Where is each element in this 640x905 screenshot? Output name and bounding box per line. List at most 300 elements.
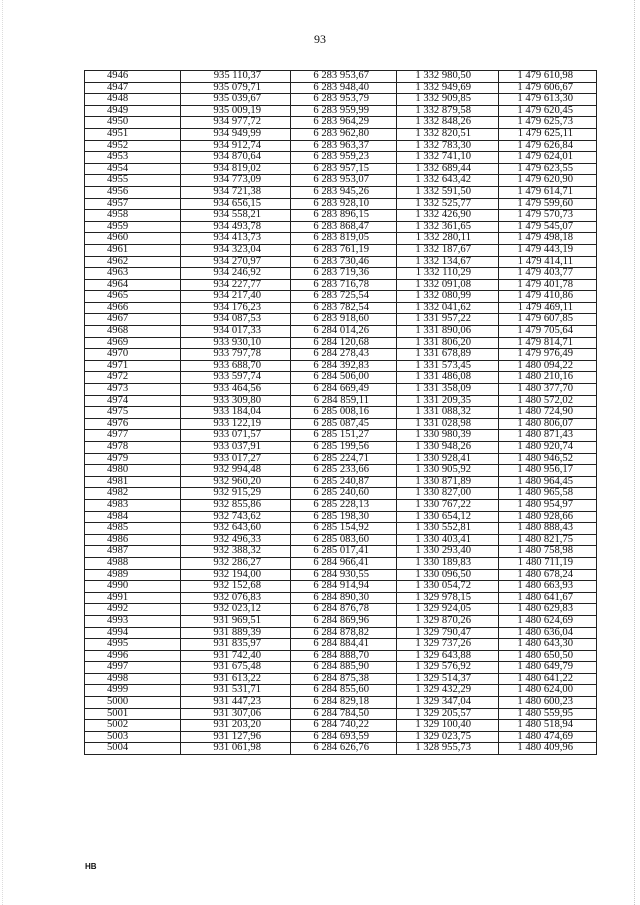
coord-x2-cell: 1 332 783,30 bbox=[397, 140, 499, 152]
table-row bbox=[85, 175, 597, 187]
coord-y2-cell: 1 479 613,30 bbox=[499, 94, 597, 106]
coord-x1-cell: 934 493,78 bbox=[181, 221, 291, 233]
coord-x2-cell: 1 332 041,62 bbox=[397, 302, 499, 314]
table-row bbox=[85, 337, 597, 349]
coord-x2-cell: 1 332 280,11 bbox=[397, 233, 499, 245]
coord-y1-cell: 6 284 885,90 bbox=[291, 662, 397, 674]
coord-x2-cell: 1 330 403,41 bbox=[397, 534, 499, 546]
coord-x2-cell: 1 332 525,77 bbox=[397, 198, 499, 210]
coord-x2-cell: 1 332 949,69 bbox=[397, 82, 499, 94]
table-row bbox=[85, 244, 597, 256]
point-number-cell: 4947 bbox=[85, 82, 181, 94]
point-number-cell: 4968 bbox=[85, 326, 181, 338]
table-row bbox=[85, 511, 597, 523]
coord-y1-cell: 6 283 928,10 bbox=[291, 198, 397, 210]
table-row bbox=[85, 639, 597, 651]
coord-y2-cell: 1 479 570,73 bbox=[499, 210, 597, 222]
coord-y1-cell: 6 284 930,55 bbox=[291, 569, 397, 581]
point-number-cell: 4974 bbox=[85, 395, 181, 407]
coord-x2-cell: 1 332 110,29 bbox=[397, 268, 499, 280]
coord-y1-cell: 6 284 966,41 bbox=[291, 557, 397, 569]
coord-x2-cell: 1 331 890,06 bbox=[397, 326, 499, 338]
coord-y2-cell: 1 480 946,52 bbox=[499, 453, 597, 465]
table-row bbox=[85, 418, 597, 430]
coord-y1-cell: 6 285 240,60 bbox=[291, 488, 397, 500]
point-number-cell: 4955 bbox=[85, 175, 181, 187]
coord-y1-cell: 6 283 945,26 bbox=[291, 186, 397, 198]
coord-x1-cell: 934 087,53 bbox=[181, 314, 291, 326]
coord-x1-cell: 932 388,32 bbox=[181, 546, 291, 558]
coord-x1-cell: 932 496,33 bbox=[181, 534, 291, 546]
table-row bbox=[85, 117, 597, 129]
point-number-cell: 4948 bbox=[85, 94, 181, 106]
point-number-cell: 4979 bbox=[85, 453, 181, 465]
table-row bbox=[85, 523, 597, 535]
point-number-cell: 5002 bbox=[85, 720, 181, 732]
coord-x1-cell: 933 597,74 bbox=[181, 372, 291, 384]
table-row bbox=[85, 314, 597, 326]
table-row bbox=[85, 499, 597, 511]
table-row bbox=[85, 128, 597, 140]
coord-x1-cell: 931 531,71 bbox=[181, 685, 291, 697]
coord-x2-cell: 1 329 737,26 bbox=[397, 639, 499, 651]
table-row bbox=[85, 534, 597, 546]
coord-y1-cell: 6 283 716,78 bbox=[291, 279, 397, 291]
coord-x2-cell: 1 330 293,40 bbox=[397, 546, 499, 558]
coord-x1-cell: 932 023,12 bbox=[181, 604, 291, 616]
coordinates-table-body bbox=[85, 71, 597, 755]
coord-x1-cell: 931 447,23 bbox=[181, 697, 291, 709]
coord-y2-cell: 1 480 724,90 bbox=[499, 407, 597, 419]
coord-x2-cell: 1 330 905,92 bbox=[397, 465, 499, 477]
coord-y2-cell: 1 479 814,71 bbox=[499, 337, 597, 349]
coord-y2-cell: 1 479 498,18 bbox=[499, 233, 597, 245]
point-number-cell: 4998 bbox=[85, 673, 181, 685]
table-row bbox=[85, 105, 597, 117]
point-number-cell: 4961 bbox=[85, 244, 181, 256]
coord-x2-cell: 1 332 689,44 bbox=[397, 163, 499, 175]
coord-y1-cell: 6 284 693,59 bbox=[291, 731, 397, 743]
table-row bbox=[85, 140, 597, 152]
point-number-cell: 4986 bbox=[85, 534, 181, 546]
coord-x2-cell: 1 329 576,92 bbox=[397, 662, 499, 674]
coord-y1-cell: 6 283 730,46 bbox=[291, 256, 397, 268]
coord-y2-cell: 1 480 377,70 bbox=[499, 384, 597, 396]
coord-x2-cell: 1 332 091,08 bbox=[397, 279, 499, 291]
coord-y2-cell: 1 480 409,96 bbox=[499, 743, 597, 755]
coord-x1-cell: 935 039,67 bbox=[181, 94, 291, 106]
point-number-cell: 5004 bbox=[85, 743, 181, 755]
coord-x2-cell: 1 329 432,29 bbox=[397, 685, 499, 697]
point-number-cell: 4982 bbox=[85, 488, 181, 500]
coord-x1-cell: 934 949,99 bbox=[181, 128, 291, 140]
coord-y2-cell: 1 480 888,43 bbox=[499, 523, 597, 535]
point-number-cell: 4965 bbox=[85, 291, 181, 303]
coord-y2-cell: 1 480 643,30 bbox=[499, 639, 597, 651]
coord-x2-cell: 1 330 552,81 bbox=[397, 523, 499, 535]
table-row bbox=[85, 82, 597, 94]
point-number-cell: 4967 bbox=[85, 314, 181, 326]
coordinates-table bbox=[84, 70, 597, 755]
coord-x1-cell: 931 835,97 bbox=[181, 639, 291, 651]
coord-y1-cell: 6 284 855,60 bbox=[291, 685, 397, 697]
point-number-cell: 4999 bbox=[85, 685, 181, 697]
coord-y1-cell: 6 283 953,67 bbox=[291, 71, 397, 83]
coord-y2-cell: 1 479 469,11 bbox=[499, 302, 597, 314]
coord-x2-cell: 1 330 767,22 bbox=[397, 499, 499, 511]
coord-x2-cell: 1 329 023,75 bbox=[397, 731, 499, 743]
table-row bbox=[85, 557, 597, 569]
table-row bbox=[85, 731, 597, 743]
table-row bbox=[85, 198, 597, 210]
coord-x1-cell: 933 688,70 bbox=[181, 360, 291, 372]
point-number-cell: 4970 bbox=[85, 349, 181, 361]
table-row bbox=[85, 326, 597, 338]
coord-x1-cell: 932 960,20 bbox=[181, 476, 291, 488]
coord-y2-cell: 1 480 871,43 bbox=[499, 430, 597, 442]
coord-y1-cell: 6 283 953,79 bbox=[291, 94, 397, 106]
coord-y1-cell: 6 284 278,43 bbox=[291, 349, 397, 361]
coord-x2-cell: 1 332 080,99 bbox=[397, 291, 499, 303]
table-row bbox=[85, 384, 597, 396]
coord-x1-cell: 934 773,09 bbox=[181, 175, 291, 187]
coord-y1-cell: 6 283 918,60 bbox=[291, 314, 397, 326]
table-row bbox=[85, 94, 597, 106]
coord-y2-cell: 1 479 599,60 bbox=[499, 198, 597, 210]
coord-y1-cell: 6 285 083,60 bbox=[291, 534, 397, 546]
table-row bbox=[85, 720, 597, 732]
point-number-cell: 4969 bbox=[85, 337, 181, 349]
coord-y2-cell: 1 479 624,01 bbox=[499, 152, 597, 164]
coord-x2-cell: 1 332 361,65 bbox=[397, 221, 499, 233]
point-number-cell: 4960 bbox=[85, 233, 181, 245]
table-row bbox=[85, 349, 597, 361]
coord-y2-cell: 1 480 678,24 bbox=[499, 569, 597, 581]
table-row bbox=[85, 291, 597, 303]
coord-x2-cell: 1 332 848,26 bbox=[397, 117, 499, 129]
coord-y1-cell: 6 284 120,68 bbox=[291, 337, 397, 349]
point-number-cell: 4951 bbox=[85, 128, 181, 140]
coord-y1-cell: 6 284 829,18 bbox=[291, 697, 397, 709]
table-row bbox=[85, 685, 597, 697]
coord-x2-cell: 1 332 879,58 bbox=[397, 105, 499, 117]
coord-x2-cell: 1 330 948,26 bbox=[397, 442, 499, 454]
coord-y1-cell: 6 284 890,30 bbox=[291, 592, 397, 604]
coord-y2-cell: 1 479 443,19 bbox=[499, 244, 597, 256]
coord-y2-cell: 1 479 606,67 bbox=[499, 82, 597, 94]
coord-x2-cell: 1 329 514,37 bbox=[397, 673, 499, 685]
coord-y1-cell: 6 284 626,76 bbox=[291, 743, 397, 755]
coord-y1-cell: 6 284 740,22 bbox=[291, 720, 397, 732]
coord-y2-cell: 1 480 954,97 bbox=[499, 499, 597, 511]
table-row bbox=[85, 476, 597, 488]
table-row bbox=[85, 210, 597, 222]
coord-y1-cell: 6 285 198,30 bbox=[291, 511, 397, 523]
coord-y2-cell: 1 479 607,85 bbox=[499, 314, 597, 326]
coord-x2-cell: 1 332 591,50 bbox=[397, 186, 499, 198]
scan-edge-left bbox=[2, 0, 4, 905]
coord-x1-cell: 931 675,48 bbox=[181, 662, 291, 674]
coord-x1-cell: 931 203,20 bbox=[181, 720, 291, 732]
coord-y2-cell: 1 480 758,98 bbox=[499, 546, 597, 558]
coord-x1-cell: 932 194,00 bbox=[181, 569, 291, 581]
coord-x2-cell: 1 330 054,72 bbox=[397, 581, 499, 593]
coord-x1-cell: 933 071,57 bbox=[181, 430, 291, 442]
coord-y2-cell: 1 479 620,90 bbox=[499, 175, 597, 187]
coord-y2-cell: 1 479 620,45 bbox=[499, 105, 597, 117]
coord-y1-cell: 6 284 869,96 bbox=[291, 615, 397, 627]
table-row bbox=[85, 546, 597, 558]
point-number-cell: 4994 bbox=[85, 627, 181, 639]
table-row bbox=[85, 233, 597, 245]
point-number-cell: 4972 bbox=[85, 372, 181, 384]
table-row bbox=[85, 662, 597, 674]
table-row bbox=[85, 152, 597, 164]
point-number-cell: 4973 bbox=[85, 384, 181, 396]
coord-x1-cell: 933 464,56 bbox=[181, 384, 291, 396]
coord-x1-cell: 934 323,04 bbox=[181, 244, 291, 256]
coord-y1-cell: 6 283 963,37 bbox=[291, 140, 397, 152]
coord-y2-cell: 1 480 711,19 bbox=[499, 557, 597, 569]
point-number-cell: 4971 bbox=[85, 360, 181, 372]
point-number-cell: 4990 bbox=[85, 581, 181, 593]
coord-x2-cell: 1 329 870,26 bbox=[397, 615, 499, 627]
coord-x1-cell: 934 721,38 bbox=[181, 186, 291, 198]
coord-x2-cell: 1 332 643,42 bbox=[397, 175, 499, 187]
coord-x1-cell: 934 977,72 bbox=[181, 117, 291, 129]
coord-y2-cell: 1 479 403,77 bbox=[499, 268, 597, 280]
coord-x1-cell: 934 912,74 bbox=[181, 140, 291, 152]
coord-y2-cell: 1 480 663,93 bbox=[499, 581, 597, 593]
coord-y1-cell: 6 284 914,94 bbox=[291, 581, 397, 593]
coord-x1-cell: 935 009,19 bbox=[181, 105, 291, 117]
table-row bbox=[85, 592, 597, 604]
coord-x1-cell: 933 184,04 bbox=[181, 407, 291, 419]
coord-y2-cell: 1 480 649,79 bbox=[499, 662, 597, 674]
point-number-cell: 5000 bbox=[85, 697, 181, 709]
point-number-cell: 4946 bbox=[85, 71, 181, 83]
coord-x2-cell: 1 332 909,85 bbox=[397, 94, 499, 106]
coord-x1-cell: 934 017,33 bbox=[181, 326, 291, 338]
coord-y1-cell: 6 283 948,40 bbox=[291, 82, 397, 94]
table-row bbox=[85, 395, 597, 407]
table-row bbox=[85, 442, 597, 454]
coord-y1-cell: 6 283 761,19 bbox=[291, 244, 397, 256]
coord-x1-cell: 932 855,86 bbox=[181, 499, 291, 511]
table-row bbox=[85, 163, 597, 175]
point-number-cell: 4952 bbox=[85, 140, 181, 152]
coord-y1-cell: 6 283 719,36 bbox=[291, 268, 397, 280]
coord-x2-cell: 1 330 928,41 bbox=[397, 453, 499, 465]
coord-x2-cell: 1 332 741,10 bbox=[397, 152, 499, 164]
point-number-cell: 4959 bbox=[85, 221, 181, 233]
coord-x2-cell: 1 332 187,67 bbox=[397, 244, 499, 256]
coord-x1-cell: 932 286,27 bbox=[181, 557, 291, 569]
coord-x2-cell: 1 332 820,51 bbox=[397, 128, 499, 140]
coord-y1-cell: 6 285 087,45 bbox=[291, 418, 397, 430]
coord-y2-cell: 1 480 650,50 bbox=[499, 650, 597, 662]
coord-y1-cell: 6 284 669,49 bbox=[291, 384, 397, 396]
coord-y2-cell: 1 480 572,02 bbox=[499, 395, 597, 407]
coord-y2-cell: 1 479 610,98 bbox=[499, 71, 597, 83]
coord-x1-cell: 931 889,39 bbox=[181, 627, 291, 639]
coord-y2-cell: 1 480 624,69 bbox=[499, 615, 597, 627]
coord-y2-cell: 1 480 094,22 bbox=[499, 360, 597, 372]
coord-y1-cell: 6 283 782,54 bbox=[291, 302, 397, 314]
point-number-cell: 4966 bbox=[85, 302, 181, 314]
coord-y2-cell: 1 480 806,07 bbox=[499, 418, 597, 430]
point-number-cell: 4996 bbox=[85, 650, 181, 662]
coord-x1-cell: 933 037,91 bbox=[181, 442, 291, 454]
coord-x1-cell: 932 994,48 bbox=[181, 465, 291, 477]
coord-x2-cell: 1 328 955,73 bbox=[397, 743, 499, 755]
coord-y2-cell: 1 480 964,45 bbox=[499, 476, 597, 488]
table-row bbox=[85, 708, 597, 720]
coord-x1-cell: 934 246,92 bbox=[181, 268, 291, 280]
coord-x1-cell: 933 122,19 bbox=[181, 418, 291, 430]
point-number-cell: 4983 bbox=[85, 499, 181, 511]
coord-y1-cell: 6 283 964,29 bbox=[291, 117, 397, 129]
coord-y1-cell: 6 283 868,47 bbox=[291, 221, 397, 233]
coord-x2-cell: 1 330 871,89 bbox=[397, 476, 499, 488]
coord-x1-cell: 934 270,97 bbox=[181, 256, 291, 268]
coord-x2-cell: 1 332 134,67 bbox=[397, 256, 499, 268]
point-number-cell: 4989 bbox=[85, 569, 181, 581]
point-number-cell: 4975 bbox=[85, 407, 181, 419]
coord-x2-cell: 1 330 189,83 bbox=[397, 557, 499, 569]
point-number-cell: 4958 bbox=[85, 210, 181, 222]
coord-x1-cell: 933 017,27 bbox=[181, 453, 291, 465]
coord-x1-cell: 931 969,51 bbox=[181, 615, 291, 627]
coord-y1-cell: 6 283 896,15 bbox=[291, 210, 397, 222]
table-row bbox=[85, 407, 597, 419]
point-number-cell: 4963 bbox=[85, 268, 181, 280]
table-row bbox=[85, 604, 597, 616]
point-number-cell: 4984 bbox=[85, 511, 181, 523]
coord-y2-cell: 1 480 600,23 bbox=[499, 697, 597, 709]
coord-x2-cell: 1 329 924,05 bbox=[397, 604, 499, 616]
coord-y2-cell: 1 480 629,83 bbox=[499, 604, 597, 616]
scan-edge-right bbox=[633, 0, 635, 905]
table-row bbox=[85, 453, 597, 465]
coord-x1-cell: 933 930,10 bbox=[181, 337, 291, 349]
coord-x2-cell: 1 329 347,04 bbox=[397, 697, 499, 709]
coord-x1-cell: 933 309,80 bbox=[181, 395, 291, 407]
coord-y1-cell: 6 284 876,78 bbox=[291, 604, 397, 616]
point-number-cell: 5001 bbox=[85, 708, 181, 720]
coord-x2-cell: 1 329 790,47 bbox=[397, 627, 499, 639]
table-row bbox=[85, 615, 597, 627]
table-row bbox=[85, 430, 597, 442]
point-number-cell: 4993 bbox=[85, 615, 181, 627]
coord-x1-cell: 934 227,77 bbox=[181, 279, 291, 291]
coord-y2-cell: 1 480 518,94 bbox=[499, 720, 597, 732]
coord-x1-cell: 932 743,62 bbox=[181, 511, 291, 523]
coord-y2-cell: 1 480 641,22 bbox=[499, 673, 597, 685]
coord-y2-cell: 1 479 410,86 bbox=[499, 291, 597, 303]
table-row bbox=[85, 372, 597, 384]
coord-y2-cell: 1 480 956,17 bbox=[499, 465, 597, 477]
coord-y2-cell: 1 480 821,75 bbox=[499, 534, 597, 546]
coord-y1-cell: 6 284 014,26 bbox=[291, 326, 397, 338]
point-number-cell: 4991 bbox=[85, 592, 181, 604]
coord-x2-cell: 1 330 096,50 bbox=[397, 569, 499, 581]
point-number-cell: 4988 bbox=[85, 557, 181, 569]
coord-y1-cell: 6 285 154,92 bbox=[291, 523, 397, 535]
table-row bbox=[85, 71, 597, 83]
coord-x1-cell: 932 915,29 bbox=[181, 488, 291, 500]
coord-y1-cell: 6 283 962,80 bbox=[291, 128, 397, 140]
coord-x2-cell: 1 329 205,57 bbox=[397, 708, 499, 720]
coord-y2-cell: 1 479 414,11 bbox=[499, 256, 597, 268]
coord-x1-cell: 935 079,71 bbox=[181, 82, 291, 94]
coord-y2-cell: 1 479 976,49 bbox=[499, 349, 597, 361]
coord-x1-cell: 934 217,40 bbox=[181, 291, 291, 303]
coord-y1-cell: 6 285 151,27 bbox=[291, 430, 397, 442]
coord-x2-cell: 1 331 806,20 bbox=[397, 337, 499, 349]
table-row bbox=[85, 302, 597, 314]
coord-y1-cell: 6 283 959,99 bbox=[291, 105, 397, 117]
coord-y2-cell: 1 480 624,00 bbox=[499, 685, 597, 697]
coord-x2-cell: 1 332 426,90 bbox=[397, 210, 499, 222]
point-number-cell: 4976 bbox=[85, 418, 181, 430]
coord-x2-cell: 1 329 100,40 bbox=[397, 720, 499, 732]
footer-mark: НВ bbox=[85, 862, 97, 871]
coord-y1-cell: 6 283 819,05 bbox=[291, 233, 397, 245]
point-number-cell: 4953 bbox=[85, 152, 181, 164]
point-number-cell: 4978 bbox=[85, 442, 181, 454]
coord-y2-cell: 1 480 965,58 bbox=[499, 488, 597, 500]
point-number-cell: 4995 bbox=[85, 639, 181, 651]
table-row bbox=[85, 279, 597, 291]
coord-y2-cell: 1 479 623,55 bbox=[499, 163, 597, 175]
table-row bbox=[85, 743, 597, 755]
point-number-cell: 4985 bbox=[85, 523, 181, 535]
point-number-cell: 4964 bbox=[85, 279, 181, 291]
coord-y1-cell: 6 284 878,82 bbox=[291, 627, 397, 639]
coord-x1-cell: 934 819,02 bbox=[181, 163, 291, 175]
point-number-cell: 4981 bbox=[85, 476, 181, 488]
coord-y1-cell: 6 284 884,41 bbox=[291, 639, 397, 651]
coord-x2-cell: 1 330 654,12 bbox=[397, 511, 499, 523]
table-row bbox=[85, 673, 597, 685]
coord-x2-cell: 1 332 980,50 bbox=[397, 71, 499, 83]
table-row bbox=[85, 268, 597, 280]
coord-y1-cell: 6 285 017,41 bbox=[291, 546, 397, 558]
coord-y2-cell: 1 479 545,07 bbox=[499, 221, 597, 233]
coord-y1-cell: 6 285 199,56 bbox=[291, 442, 397, 454]
table-row bbox=[85, 697, 597, 709]
table-row bbox=[85, 581, 597, 593]
coord-y1-cell: 6 284 784,50 bbox=[291, 708, 397, 720]
coord-y2-cell: 1 479 705,64 bbox=[499, 326, 597, 338]
coord-y1-cell: 6 284 875,38 bbox=[291, 673, 397, 685]
table-row bbox=[85, 221, 597, 233]
coord-y2-cell: 1 480 474,69 bbox=[499, 731, 597, 743]
coord-y1-cell: 6 283 959,23 bbox=[291, 152, 397, 164]
coord-x1-cell: 932 643,60 bbox=[181, 523, 291, 535]
coord-y2-cell: 1 479 625,11 bbox=[499, 128, 597, 140]
coord-x2-cell: 1 331 028,98 bbox=[397, 418, 499, 430]
coord-y1-cell: 6 285 240,87 bbox=[291, 476, 397, 488]
point-number-cell: 4980 bbox=[85, 465, 181, 477]
table-row bbox=[85, 488, 597, 500]
page-number: 93 bbox=[314, 32, 326, 46]
table-row bbox=[85, 360, 597, 372]
coord-y1-cell: 6 285 008,16 bbox=[291, 407, 397, 419]
coord-y1-cell: 6 285 233,66 bbox=[291, 465, 397, 477]
coord-x2-cell: 1 331 573,45 bbox=[397, 360, 499, 372]
